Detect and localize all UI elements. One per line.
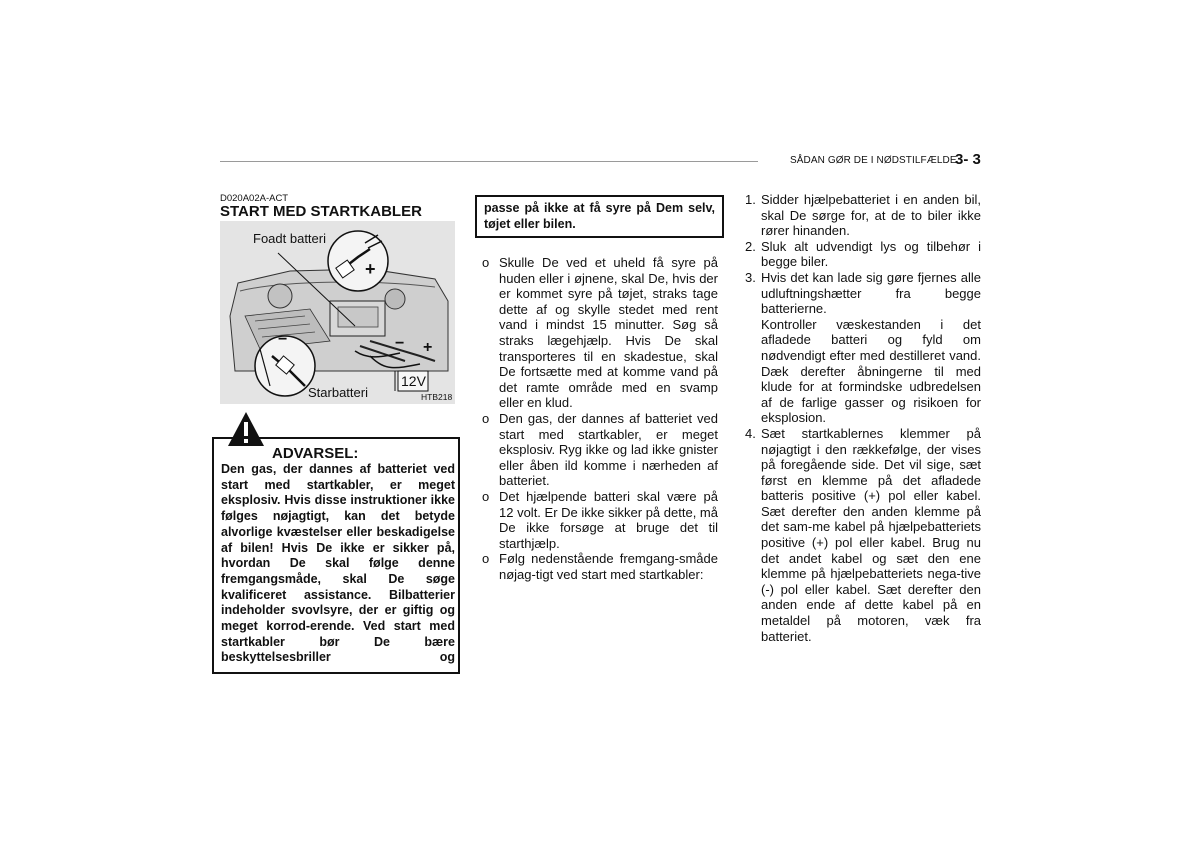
step-item (745, 270, 981, 426)
bullet-mark: o (482, 488, 490, 504)
list-item (482, 551, 718, 582)
step-number: 2. (745, 238, 756, 254)
step-text: Hvis det kan lade sig gøre fjernes alle udluftningshætter fra begge batterierne. (761, 269, 981, 317)
plus-sign-top: + (365, 259, 376, 279)
jump-start-illustration (220, 221, 455, 404)
step-text: Sluk alt udvendigt lys og tilbehør i begge biler. (761, 238, 981, 270)
plus-sign-right: + (423, 339, 433, 356)
page-number: 3- 3 (955, 151, 981, 168)
step-text: Sidder hjælpebatteriet i en anden bil, skal De sørge for, at de to biler ikke rører hinanden. (761, 192, 981, 239)
continued-warning-box: passe på ikke at få syre på Dem selv, tøjet eller bilen. (475, 195, 724, 238)
warning-triangle-icon (226, 410, 266, 448)
minus-sign-right: − (395, 335, 405, 352)
list-item (482, 411, 718, 489)
list-item-text: Skulle De ved et uheld få syre på huden eller i øjnene, skal De, hvis der er kommet syre på tøjet, straks tage dette af og skylle stedet med rent vand i mindst 15 minutter. Søg så straks lægehjælp. Hvis De skal transporteres til en skadestue, skal De fortsætte med at komme vand på det ramte område med en svamp eller en klud. (499, 255, 718, 411)
step-number: 4. (745, 425, 756, 441)
list-item-text: Følg nedenstående fremgang-småde nøjag-tigt ved start med startkabler: (499, 551, 718, 582)
step-text: Sæt startkablernes klemmer på nøjagtigt i den rækkefølge, der vises på foregående side. Det vil sige, sæt først en klemme på det afladede batteris positive (+) pol eller kabel. Sæt derefter den anden klemme på det sam-me kabel på hjælpebatteriets positive (+) pol eller kabel. Brug nu det andet kabel og sæt den ene klemme på hjælpebatteriets nega-tive (-) pol eller kabel. Sæt derefter den anden ende af dette kabel på en metaldel på motoren, væk fra batteriet. (761, 425, 981, 644)
step-item (745, 426, 981, 644)
step-number: 3. (745, 269, 756, 285)
bullet-list (482, 255, 718, 582)
section-title: START MED STARTKABLER (220, 203, 422, 220)
voltage-label: 12V (401, 373, 426, 389)
list-item (482, 255, 718, 411)
step-item (745, 239, 981, 270)
bullet-mark: o (482, 551, 490, 567)
warning-text: Den gas, der dannes af batteriet ved start med startkabler, er meget eksplosiv. Hvis disse instruktioner ikke følges nøjagtigt, kan det betyde alvorlige kvæstelser eller beskadigelse af bilen! Hvis De ikke er sikker på, hvordan De skal følge denne fremgangsmåde, skal De søge kvalificeret assistance. Bilbatterier indeholder svovlsyre, der er giftig og meget korrod-erende. Ved start med startkabler bør De bære beskyttelsesbriller og (221, 462, 455, 665)
numbered-steps (745, 192, 981, 644)
header-rule (220, 161, 758, 162)
step-number: 1. (745, 192, 756, 207)
bullet-mark: o (482, 255, 490, 270)
bullet-mark: o (482, 410, 490, 426)
document-code: D020A02A-ACT (220, 193, 289, 204)
list-item (482, 489, 718, 551)
running-header: SÅDAN GØR DE I NØDSTILFÆLDE (790, 155, 957, 166)
list-item-text: Den gas, der dannes af batteriet ved start med startkabler, er meget eksplosiv. Ryg ikke og lad ikke gnister eller åben ild komme i nærheden af batteriet. (499, 410, 718, 489)
warning-title: ADVARSEL: (272, 445, 359, 462)
minus-sign-left: − (278, 331, 288, 348)
step-subtext: Kontroller væskestanden i det afladede batteri og fyld om nødvendigt efter med destilleret vand. Dæk derefter åbningerne til med klude for at formindske udbredelsen af de farlige gasser og risikoen for eksplosion. (761, 316, 981, 426)
dead-battery-label: Foadt batteri (253, 231, 326, 246)
list-item-text: Det hjælpende batteri skal være på 12 volt. Er De ikke sikker på dette, må De ikke forsøge at bruge det til starthjælp. (499, 488, 718, 551)
step-item (745, 192, 981, 239)
figure-code: HTB218 (421, 392, 453, 402)
booster-battery-label: Starbatteri (308, 385, 368, 400)
